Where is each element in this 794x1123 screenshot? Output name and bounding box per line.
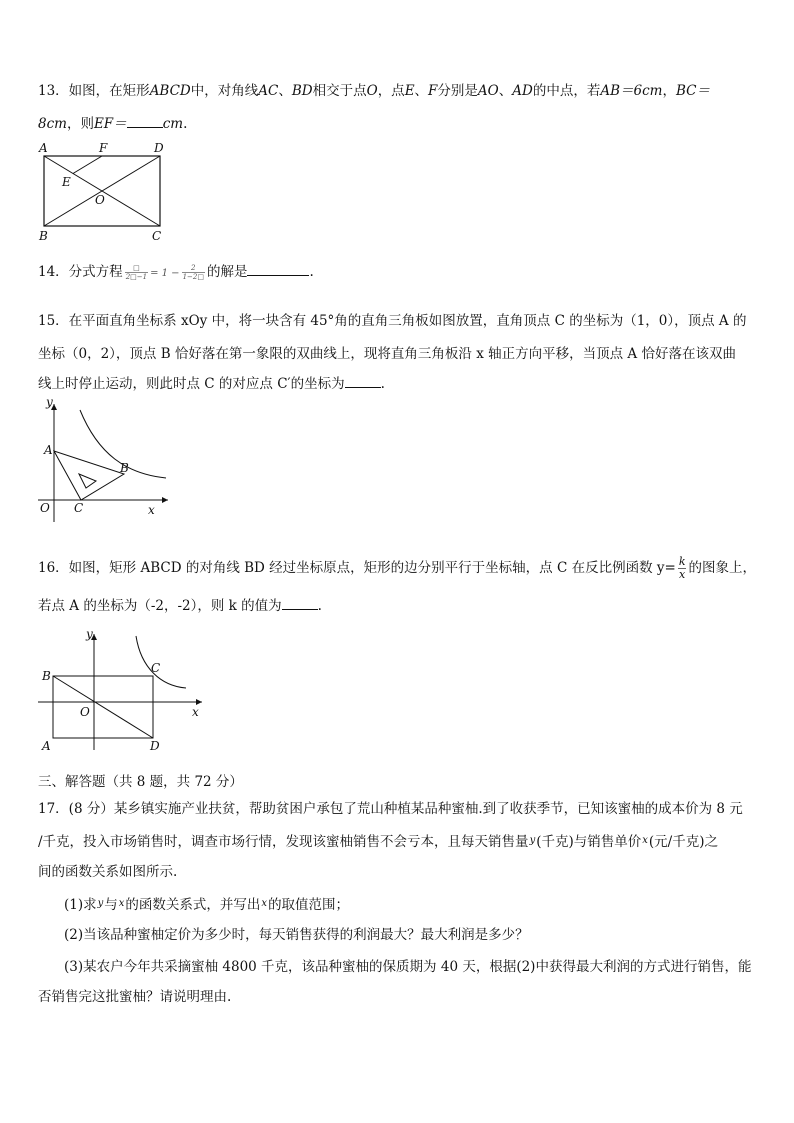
- q17-text: 的函数关系式，并写出: [125, 897, 261, 913]
- q15-inner-triangle: [79, 474, 96, 488]
- q13-text: 中，对角线: [190, 83, 259, 99]
- q17-text: (千克)与销售单价: [536, 834, 642, 850]
- q17-text: 与: [104, 897, 118, 913]
- q16-label-o: O: [80, 705, 90, 719]
- q13-label-c: C: [152, 229, 162, 243]
- q14-answer-blank[interactable]: [247, 263, 309, 276]
- q16-text: 的图象上，: [688, 560, 756, 576]
- q14-mid: = 1 −: [150, 268, 180, 279]
- q13-unit: cm: [162, 116, 184, 132]
- q13-bc-eq: BC＝: [675, 83, 710, 99]
- q14-rhs-den: 1−2□: [182, 273, 204, 281]
- q15-label-y: y: [46, 395, 53, 409]
- q14-lhs-fraction: [125, 264, 148, 281]
- q17-var-y: y: [529, 835, 536, 846]
- q13-text: 的中点，若: [532, 83, 601, 99]
- q15-answer-blank[interactable]: [345, 375, 381, 388]
- q17-text: (1)求: [64, 897, 97, 913]
- q15-label-x: x: [148, 503, 155, 517]
- q14-line: [38, 263, 314, 283]
- q16-diagonal-bd: [53, 676, 153, 738]
- q14-text: 14．分式方程: [38, 264, 123, 280]
- q13-ef-eq: EF＝: [93, 116, 127, 132]
- q17-var-x: x: [118, 898, 125, 909]
- q16-label-d: D: [150, 739, 160, 753]
- q13-ao: AO: [477, 83, 499, 99]
- q16-text: 16．如图，矩形 ABCD 的对角线 BD 经过坐标原点，矩形的边分别平行于坐标轴，点 C 在反比例函数 y=: [38, 560, 676, 576]
- q16-coordinate-figure: [36, 628, 208, 752]
- q13-answer-blank[interactable]: [127, 115, 163, 128]
- q13-text: 相交于点: [312, 83, 367, 99]
- q16-answer-blank[interactable]: [282, 597, 318, 610]
- q13-label-a: A: [39, 141, 48, 155]
- q16-line2: [38, 597, 322, 615]
- q14-period: .: [309, 264, 314, 280]
- q17-var-y: y: [97, 898, 104, 909]
- q14-lhs-den: 2□−1: [125, 273, 148, 281]
- q16-label-a: A: [42, 739, 51, 753]
- q17-part3-line2: 否销售完这批蜜柚？请说明理由.: [38, 989, 232, 1005]
- q15-line2: 坐标（0，2），顶点 B 恰好落在第一象限的双曲线上，现将直角三角板沿 x 轴正方向平移，当顶点 A 恰好落在该双曲: [38, 346, 736, 362]
- q13-period: .: [183, 116, 188, 132]
- q17-part2: (2)当该品种蜜柚定价为多少时，每天销售获得的利润最大？最大利润是多少？: [64, 927, 529, 943]
- q16-period: .: [317, 598, 322, 614]
- q16-line1: [38, 556, 756, 581]
- q13-bc-value: 8cm: [38, 116, 67, 132]
- q16-k-over-x: [678, 556, 687, 581]
- q16-hyperbola: [136, 636, 186, 688]
- q16-k: k: [678, 555, 686, 568]
- q13-sep: 、: [278, 83, 292, 99]
- q15-period: .: [380, 376, 385, 392]
- q13-text: ，点: [377, 83, 405, 99]
- q13-rect-name: ABCD: [149, 83, 191, 99]
- q13-segment-ef: [73, 156, 102, 174]
- q16-label-b: B: [42, 669, 51, 683]
- q15-label-a: A: [44, 443, 53, 457]
- q17-part3-line1: (3)某农户今年共采摘蜜柚 4800 千克，该品种蜜柚的保质期为 40 天，根据(2)中获得最大利润的方式进行销售，能: [64, 959, 752, 975]
- q14-lhs-num: □: [125, 264, 148, 273]
- q15-line3: [38, 375, 385, 393]
- q15-line1: 15．在平面直角坐标系 xOy 中，将一块含有 45°角的直角三角板如图放置，直角顶点 C 的坐标为（1，0），顶点 A 的: [38, 313, 747, 329]
- q13-e: E: [404, 83, 415, 99]
- q13-line1: [38, 82, 710, 100]
- q15-label-o: O: [40, 501, 50, 515]
- q13-label-f: F: [99, 141, 108, 155]
- q15-coordinate-figure: [36, 396, 176, 522]
- q17-part1: [64, 895, 349, 914]
- q13-ab-eq: AB＝6cm: [600, 83, 663, 99]
- q13-text: 13．如图，在矩形: [38, 83, 150, 99]
- q13-sep: ，: [662, 83, 676, 99]
- q17-text: /千克，投入市场销售时，调查市场行情，发现该蜜柚销售不会亏本，且每天销售量: [38, 834, 529, 850]
- q17-line3: 间的函数关系如图所示.: [38, 864, 178, 880]
- q15-label-b: B: [120, 461, 129, 475]
- q17-text: (元/千克)之: [648, 834, 718, 850]
- q14-rhs-fraction: [182, 264, 205, 281]
- section3-heading: 三、解答题（共 8 题，共 72 分）: [38, 774, 243, 790]
- q16-label-x: x: [192, 705, 199, 719]
- q13-label-b: B: [39, 229, 48, 243]
- q16-label-y: y: [86, 627, 93, 641]
- q13-label-e: E: [62, 175, 71, 189]
- q17-var-x: x: [261, 898, 268, 909]
- q13-ad: AD: [512, 83, 533, 99]
- q13-ac: AC: [258, 83, 279, 99]
- q13-line2: [38, 115, 187, 133]
- q13-rectangle-figure: [36, 140, 176, 244]
- q14-rhs-num: 2: [182, 264, 205, 273]
- q13-o: O: [366, 83, 378, 99]
- q16-label-c: C: [151, 661, 161, 675]
- q13-sep: 、: [414, 83, 429, 99]
- q15-x-arrow: [162, 497, 168, 503]
- q13-sep: 、: [498, 83, 513, 99]
- q17-var-x: x: [642, 835, 648, 846]
- q17-text: 的取值范围；: [268, 897, 350, 913]
- q17-line2: [38, 832, 718, 851]
- q13-bd: BD: [291, 83, 313, 99]
- q16-text: 若点 A 的坐标为（-2，-2），则 k 的值为: [38, 598, 282, 614]
- q13-text: ，则: [66, 116, 94, 132]
- q16-x: x: [679, 568, 686, 581]
- q13-label-d: D: [154, 141, 164, 155]
- q14-text: 的解是: [206, 264, 248, 280]
- q15-label-c: C: [74, 501, 84, 515]
- q13-label-o: O: [95, 193, 105, 207]
- q13-text: 分别是: [437, 83, 478, 99]
- q15-text: 线上时停止运动，则此时点 C 的对应点 C′的坐标为: [38, 376, 345, 392]
- q13-f: F: [428, 83, 438, 99]
- q17-line1: 17．(8 分）某乡镇实施产业扶贫，帮助贫困户承包了荒山种植某品种蜜柚.到了收获季节，已知该蜜柚的成本价为 8 元: [38, 801, 743, 817]
